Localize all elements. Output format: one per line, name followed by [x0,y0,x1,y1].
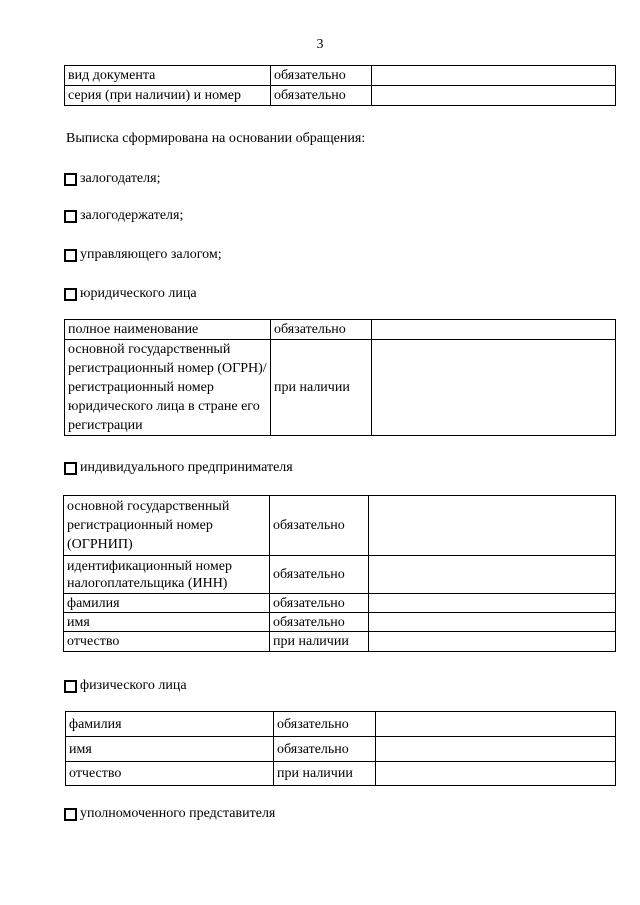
field-value[interactable] [372,320,616,340]
option-pledgor[interactable] [64,171,160,187]
checkbox[interactable] [64,680,77,693]
table-row [64,496,616,556]
table-row [66,762,616,786]
option-label: физического лица [80,678,187,693]
individual-table [65,711,616,786]
option-label: управляющего залогом; [80,247,222,262]
table-row [64,613,616,632]
field-label: вид документа [65,66,271,86]
field-label: фамилия [66,712,274,737]
table-row [65,340,616,436]
checkbox[interactable] [64,210,77,223]
field-status: при наличии [271,340,372,436]
field-label: отчество [64,632,270,652]
field-status: обязательно [274,737,376,762]
field-value[interactable] [372,86,616,106]
table-row [64,632,616,652]
option-label: залогодержателя; [80,208,184,223]
field-value[interactable] [376,762,616,786]
option-legal-entity[interactable] [64,286,197,302]
field-label: имя [64,613,270,632]
document-table [64,65,616,106]
field-label: идентификационный номер налогоплательщика (ИНН) [64,556,270,594]
legal-entity-table [64,319,616,436]
option-label: уполномоченного представителя [80,806,276,821]
field-value[interactable] [369,594,616,613]
checkbox[interactable] [64,808,77,821]
field-value[interactable] [369,556,616,594]
option-label: индивидуального предпринимателя [80,460,293,475]
field-label: отчество [66,762,274,786]
field-value[interactable] [376,712,616,737]
table-row [64,556,616,594]
option-pledgee[interactable] [64,208,183,224]
table-row [65,320,616,340]
field-status: обязательно [270,496,369,556]
field-value[interactable] [376,737,616,762]
field-label: серия (при наличии) и номер [65,86,271,106]
option-individual[interactable] [64,678,187,694]
field-status: обязательно [274,712,376,737]
field-value[interactable] [369,613,616,632]
field-status: при наличии [270,632,369,652]
table-row [66,712,616,737]
entrepreneur-table [63,495,616,652]
field-status: обязательно [271,320,372,340]
option-entrepreneur[interactable] [64,460,293,476]
field-status: обязательно [271,66,372,86]
table-row [64,594,616,613]
checkbox[interactable] [64,462,77,475]
basis-text: Выписка сформирована на основании обращения: [66,131,366,146]
field-value[interactable] [369,496,616,556]
field-status: обязательно [270,556,369,594]
field-label: основной государственный регистрационный номер (ОГРН)/регистрационный номер юридического лица в стране его регистрации [65,340,271,436]
checkbox[interactable] [64,249,77,262]
field-status: обязательно [271,86,372,106]
page-number: 3 [316,37,324,52]
field-label: имя [66,737,274,762]
field-label: полное наименование [65,320,271,340]
field-status: при наличии [274,762,376,786]
field-value[interactable] [369,632,616,652]
table-row [65,66,616,86]
table-row [66,737,616,762]
option-representative[interactable] [64,806,275,822]
field-label: фамилия [64,594,270,613]
option-pledge-manager[interactable] [64,247,222,263]
checkbox[interactable] [64,288,77,301]
field-value[interactable] [372,340,616,436]
checkbox[interactable] [64,173,77,186]
field-value[interactable] [372,66,616,86]
option-label: юридического лица [80,286,197,301]
field-status: обязательно [270,594,369,613]
option-label: залогодателя; [80,171,161,186]
field-label: основной государственный регистрационный номер (ОГРНИП) [64,496,270,556]
field-status: обязательно [270,613,369,632]
table-row [65,86,616,106]
